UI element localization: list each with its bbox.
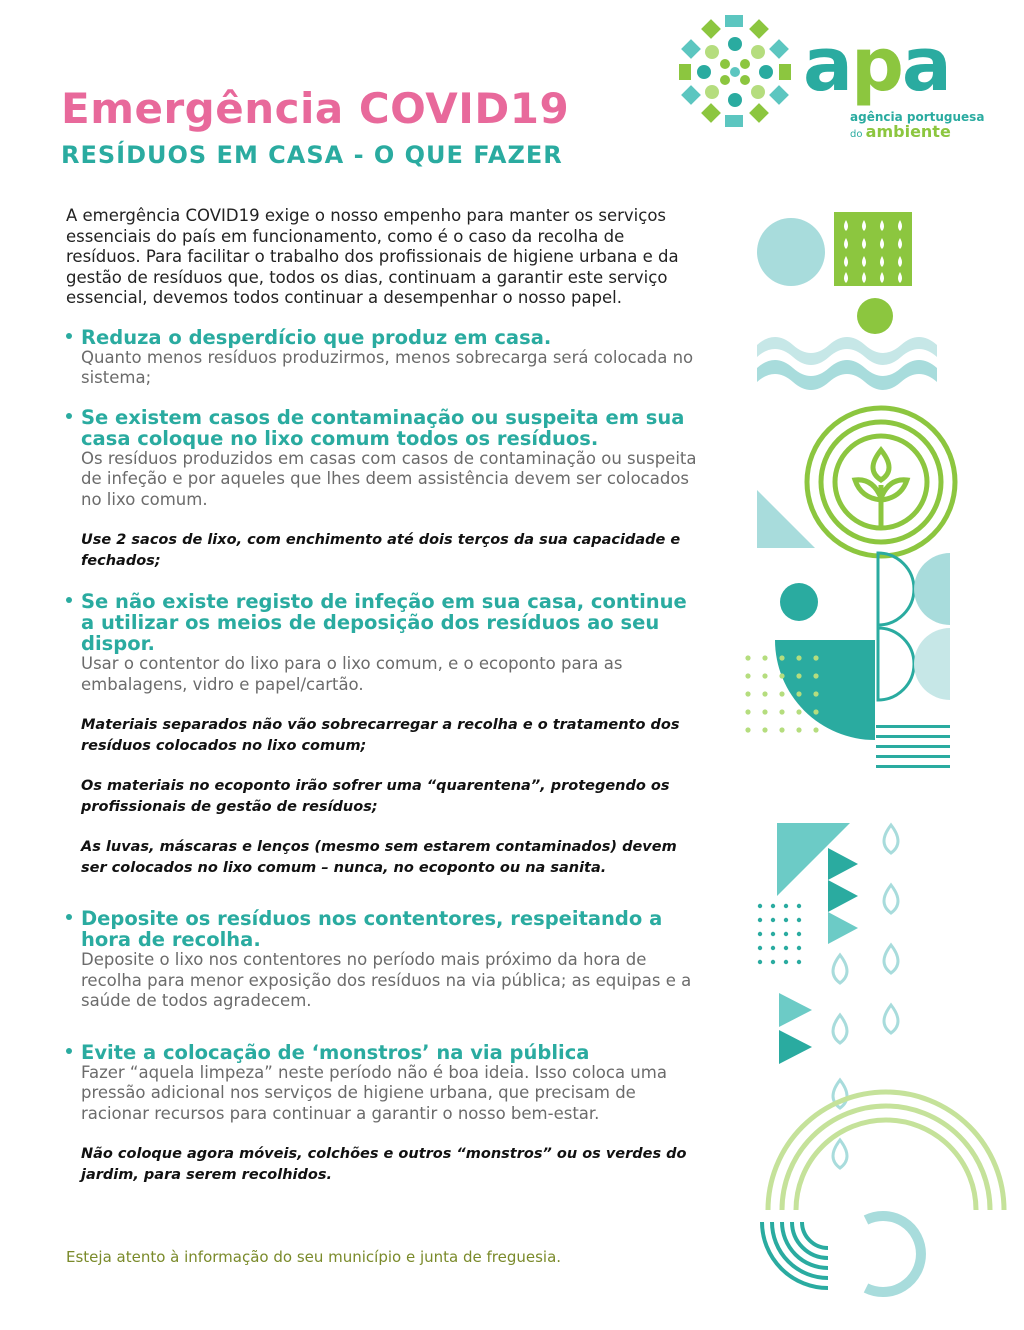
item-desc: Deposite o lixo nos contentores no período mais próximo da hora de recolha para menor exposição dos resíduos na via pública; as equipas e a saúde de todos agradecem. xyxy=(81,950,692,1010)
deco-arrows xyxy=(828,848,858,944)
list-item xyxy=(66,591,698,878)
deco-rainbow xyxy=(768,1092,1004,1210)
list-item xyxy=(66,908,698,1012)
deco-plant-badge xyxy=(807,408,955,556)
deco-circle xyxy=(757,218,825,286)
item-title: Se não existe registo de infeção em sua casa, continue a utilizar os meios de deposição dos resíduos ao seu dispor. xyxy=(81,590,687,655)
item-note: Não coloque agora móveis, colchões e outros “monstros” ou os verdes do jardim, para serem recolhidos. xyxy=(81,1146,687,1183)
bullet-icon xyxy=(66,597,72,603)
item-desc: Quanto menos resíduos produzirmos, menos sobrecarga será colocada no sistema; xyxy=(81,347,694,387)
decorative-pattern xyxy=(740,200,1020,1330)
bullet-icon xyxy=(66,413,72,419)
footer-note: Esteja atento à informação do seu município e junta de freguesia. xyxy=(66,1248,562,1266)
deco-bottom-arcs xyxy=(762,1222,828,1288)
deco-small-circle xyxy=(780,583,818,621)
item-desc: Usar o contentor do lixo para o lixo comum, e o ecoponto para as embalagens, vidro e papel/cartão. xyxy=(81,654,623,694)
deco-triangle xyxy=(757,490,815,548)
item-note: Materiais separados não vão sobrecarregar a recolha e o tratamento dos resíduos colocados no lixo comum; xyxy=(81,717,680,754)
item-note: Use 2 sacos de lixo, com enchimento até dois terços da sua capacidade e fechados; xyxy=(81,532,681,569)
bullet-icon xyxy=(66,914,72,920)
bullet-icon xyxy=(66,1048,72,1054)
logo-line1: agência portuguesa xyxy=(850,110,985,124)
bullet-icon xyxy=(66,333,72,339)
deco-sun xyxy=(857,298,893,334)
deco-ring xyxy=(866,1216,921,1292)
main-content xyxy=(66,206,698,1185)
intro-paragraph: A emergência COVID19 exige o nosso empenho para manter os serviços essenciais do país em funcionamento, como é o caso da recolha de resíduos. Para facilitar o trabalho dos profissionais de higiene urbana e da gestão de resíduos que, todos os dias, continuam a garantir este serviço essencial, devemos todos continuar a desempenhar o nosso papel. xyxy=(66,206,679,307)
page-subtitle: RESÍDUOS EM CASA - O QUE FAZER xyxy=(61,141,563,169)
logo-line2: do ambiente xyxy=(850,122,951,141)
deco-waves xyxy=(757,337,937,390)
item-desc: Fazer “aquela limpeza” neste período não é boa ideia. Isso coloca uma pressão adicional nos serviços de higiene urbana, que precisam de racionar recursos para continuar a garantir o nosso bem-estar. xyxy=(81,1062,667,1123)
logo-wordmark: apa xyxy=(803,22,950,108)
deco-quarter-circle xyxy=(775,640,875,740)
deco-stripes xyxy=(876,725,950,768)
item-title: Deposite os resíduos nos contentores, respeitando a hora de recolha. xyxy=(81,907,663,951)
item-note: As luvas, máscaras e lenços (mesmo sem estarem contaminados) devem ser colocados no lixo comum – nunca, no ecoponto ou na sanita. xyxy=(81,839,677,876)
item-desc: Os resíduos produzidos em casas com casos de contaminação ou suspeita de infeção e por aqueles que lhes deem assistência devem ser colocados no lixo comum. xyxy=(81,448,697,509)
list-item xyxy=(66,407,698,572)
item-title: Evite a colocação de ‘monstros’ na via pública xyxy=(81,1040,590,1064)
deco-dot-grid-teal xyxy=(758,904,801,964)
deco-half-circles xyxy=(878,553,950,700)
apa-logo-emblem xyxy=(676,12,794,130)
item-note: Os materiais no ecoponto irão sofrer uma “quarentena”, protegendo os profissionais de gestão de resíduos; xyxy=(81,778,670,815)
deco-small-triangles xyxy=(779,993,812,1064)
list-item xyxy=(66,1042,698,1186)
list-item xyxy=(66,327,698,389)
page-title: Emergência COVID19 xyxy=(61,84,570,133)
item-title: Reduza o desperdício que produz em casa. xyxy=(81,325,552,349)
item-title: Se existem casos de contaminação ou suspeita em sua casa coloque no lixo comum todos os resíduos. xyxy=(81,405,685,450)
